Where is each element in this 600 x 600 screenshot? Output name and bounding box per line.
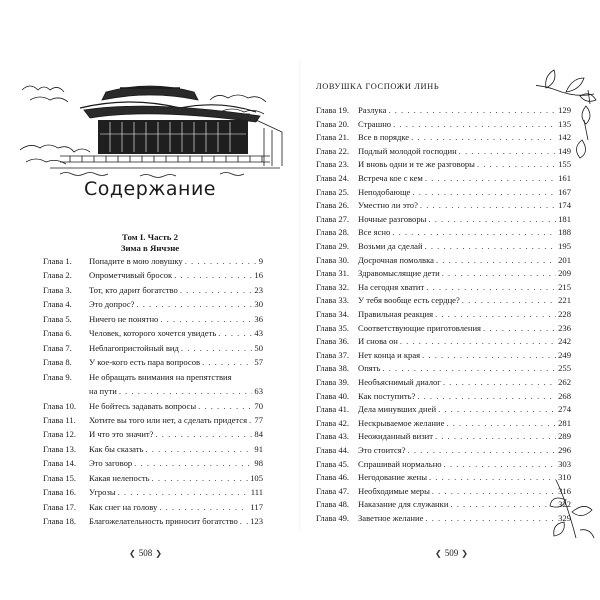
chapter-title: Неожиданный визит — [358, 431, 433, 442]
toc-entry — [43, 400, 263, 412]
toc-entry — [316, 172, 571, 184]
leader-dots — [240, 515, 248, 527]
chapter-title: Тот, кто дарит богатство — [89, 284, 178, 295]
toc-entry — [43, 327, 263, 339]
toc-entry — [43, 371, 263, 383]
chapter-number: Глава 34. — [316, 309, 350, 319]
toc-entry — [316, 444, 571, 456]
chapter-title: Как поступить? — [358, 390, 416, 401]
toc-entry — [316, 226, 571, 238]
chapter-number: Глава 8. — [43, 357, 72, 368]
chapter-number: Глава 19. — [316, 105, 350, 115]
page-number-right — [435, 548, 468, 558]
leader-dots — [411, 131, 556, 143]
chapter-title: Соответствующие приготовления — [358, 322, 482, 333]
leader-dots — [429, 471, 556, 483]
chapter-number: Глава 44. — [316, 445, 350, 455]
chapter-title: Встреча кое с кем — [358, 173, 423, 183]
toc-entry — [316, 118, 571, 130]
chapter-number: Глава 7. — [43, 342, 72, 353]
toc-entry — [43, 472, 263, 484]
folio-ornament-icon: ❯ — [461, 548, 468, 558]
chapter-number: Глава 17. — [43, 501, 77, 512]
chapter-title: Угрозы — [89, 487, 116, 498]
chapter-page-number: 91 — [254, 443, 263, 454]
chapter-title: Разлука — [358, 105, 387, 115]
chapter-number: Глава 41. — [316, 404, 350, 415]
running-head: ЛОВУШКА ГОСПОЖИ ЛИНЬ — [316, 82, 440, 91]
chapter-number: Глава 46. — [316, 472, 350, 483]
leader-dots — [443, 376, 556, 388]
leader-dots — [483, 322, 556, 334]
chapter-page-number: 167 — [558, 186, 571, 197]
chapter-title: Наказание для служанки — [358, 499, 449, 510]
toc-entry — [43, 457, 263, 469]
toc-entry — [43, 486, 263, 498]
chapter-title: Уместно ли это? — [358, 200, 418, 211]
chapter-page-number: 310 — [558, 472, 571, 483]
chapter-number: Глава 21. — [316, 132, 350, 143]
chapter-number: Глава 37. — [316, 349, 350, 360]
leader-dots — [249, 414, 252, 426]
chapter-title: Негодование жены — [358, 472, 427, 483]
chapter-title: Как бы сказать — [89, 443, 144, 454]
toc-entry — [316, 199, 571, 211]
chapter-number: Глава 49. — [316, 513, 350, 523]
toc-entry — [43, 269, 263, 281]
chapter-title: Возьми да сделай — [358, 241, 423, 251]
toc-entry — [43, 313, 263, 325]
toc-entry — [316, 485, 571, 497]
toc-entry — [316, 281, 571, 293]
chapter-page-number: 281 — [558, 417, 571, 428]
chapter-number: Глава 33. — [316, 295, 350, 306]
chapter-number: Глава 5. — [43, 313, 72, 324]
chapter-number: Глава 48. — [316, 499, 350, 510]
chapter-page-number: 84 — [254, 429, 263, 440]
chapter-number: Глава 22. — [316, 145, 350, 156]
leader-dots — [145, 443, 252, 455]
toc-entry — [43, 356, 263, 368]
chapter-page-number: 63 — [254, 386, 263, 397]
toc-entry — [43, 414, 263, 426]
leader-dots — [174, 269, 252, 281]
chapter-page-number: 181 — [558, 213, 571, 224]
chapter-title: Ночные разговоры — [358, 213, 427, 224]
chapter-number: Глава 26. — [316, 200, 350, 211]
volume-label: Том I. Часть 2 — [121, 232, 179, 242]
chapter-page-number: 135 — [558, 118, 571, 129]
chapter-page-number: 16 — [254, 270, 263, 281]
leader-dots — [435, 308, 556, 320]
chapter-title: Все ясно — [358, 227, 391, 238]
chapter-title: Страшно — [358, 118, 392, 129]
leader-dots — [118, 486, 249, 498]
leader-dots — [462, 294, 556, 306]
leader-dots — [160, 313, 252, 325]
chapter-number: Глава 15. — [43, 472, 77, 483]
chapter-number: Глава 30. — [316, 254, 350, 265]
leader-dots — [438, 403, 556, 415]
chapter-number: Глава 14. — [43, 458, 77, 469]
chapter-page-number: 129 — [558, 105, 571, 115]
chapter-number: Глава 47. — [316, 485, 350, 496]
toc-entry — [316, 240, 571, 252]
chapter-page-number: 174 — [558, 200, 571, 211]
chapter-page-number: 188 — [558, 227, 571, 238]
chapter-page-number: 268 — [558, 390, 571, 401]
chapter-title: Это стоится? — [358, 445, 406, 455]
chapter-page-number: 9 — [258, 256, 263, 266]
chapter-title: Неподобающе — [358, 186, 411, 197]
chapter-title: Необъяснимый диалог — [358, 377, 441, 387]
chapter-title: Это заговор — [89, 458, 133, 469]
chapter-page-number: 249 — [558, 349, 571, 360]
toc-entry — [43, 443, 263, 455]
chapter-title: Хотите вы того или нет, а сделать придется — [89, 414, 248, 425]
chapter-title: Нескрываемое желание — [358, 417, 445, 428]
chapter-title: на пути — [89, 386, 117, 397]
leader-dots — [422, 349, 556, 361]
chapter-page-number: 322 — [558, 499, 571, 510]
leader-dots — [136, 298, 252, 310]
chapter-number: Глава 39. — [316, 377, 350, 387]
chapter-number: Глава 35. — [316, 322, 350, 333]
chapter-page-number: 98 — [254, 458, 263, 469]
chapter-number: Глава 9. — [43, 371, 72, 382]
chapter-page-number: 242 — [558, 336, 571, 347]
chapter-page-number: 296 — [558, 445, 571, 455]
right-page — [300, 0, 600, 600]
chapter-title: На сегодня хватит — [358, 281, 425, 292]
chapter-page-number: 155 — [558, 159, 571, 170]
page-number-left — [129, 548, 162, 558]
page-number-text: 508 — [138, 548, 153, 558]
chapter-number: Глава 2. — [43, 270, 72, 281]
leader-dots — [425, 512, 556, 524]
chapter-title: Спрашивай нормально — [358, 458, 442, 469]
chapter-page-number: 111 — [250, 487, 263, 498]
chapter-title: Человек, которого хочется увидеть — [89, 328, 217, 339]
chapter-number: Глава 42. — [316, 417, 350, 428]
chapter-number: Глава 4. — [43, 299, 72, 310]
leader-dots — [180, 284, 253, 296]
chapter-number: Глава 28. — [316, 227, 350, 238]
chapter-page-number: 23 — [254, 284, 263, 295]
leader-dots — [425, 240, 557, 252]
chapter-title: Неблагопристойный вид — [89, 342, 179, 353]
leader-dots — [442, 267, 556, 279]
chapter-number: Глава 24. — [316, 173, 350, 183]
chapter-page-number: 221 — [558, 295, 571, 306]
part-title: Зима в Янчэне — [120, 243, 180, 253]
chapter-page-number: 255 — [558, 363, 571, 374]
leader-dots — [392, 226, 556, 238]
leader-dots — [185, 255, 257, 267]
chapter-page-number: 236 — [558, 322, 571, 333]
chapter-page-number: 149 — [558, 145, 571, 156]
chapter-title: И вновь одни и те же разговоры — [358, 159, 475, 170]
folio-ornament-icon: ❮ — [435, 548, 442, 558]
chapter-title: Как снег на голову — [89, 501, 158, 512]
toc-entry — [316, 158, 571, 170]
toc-entry — [316, 308, 571, 320]
chapter-page-number: 228 — [558, 309, 571, 319]
toc-entry — [316, 186, 571, 198]
toc-entry — [316, 267, 571, 279]
leader-dots — [159, 501, 248, 513]
chapter-title: Ничего не понятно — [89, 313, 159, 324]
chapter-title: И снова он — [358, 336, 398, 347]
chapter-title: Благожелательность приносит богатство — [89, 516, 238, 527]
leader-dots — [202, 356, 252, 368]
leader-dots — [450, 498, 556, 510]
chapter-number: Глава 11. — [43, 414, 76, 425]
chapter-title: Не бойтесь задавать вопросы — [89, 400, 197, 411]
toc-entry — [316, 104, 571, 116]
toc-entry — [316, 322, 571, 334]
leader-dots — [156, 428, 253, 440]
chapter-page-number: 329 — [558, 513, 571, 523]
page-title: Содержание — [84, 178, 216, 200]
chapter-title: Подлый молодой господин — [358, 145, 457, 156]
leader-dots — [459, 145, 556, 157]
chapter-title: Нет конца и края — [358, 349, 421, 360]
leader-dots — [134, 457, 252, 469]
leader-dots — [444, 458, 557, 470]
toc-entry — [43, 284, 263, 296]
toc-entry — [316, 430, 571, 442]
chapter-page-number: 105 — [250, 472, 263, 483]
chapter-number: Глава 6. — [43, 328, 72, 339]
page-number-text: 509 — [444, 548, 459, 558]
leader-dots — [426, 281, 556, 293]
chapter-page-number: 50 — [254, 342, 263, 353]
chapter-page-number: 43 — [254, 328, 263, 339]
toc-entry — [316, 349, 571, 361]
toc-entry — [316, 294, 571, 306]
chapter-page-number: 274 — [558, 404, 571, 415]
chapter-number: Глава 31. — [316, 268, 350, 279]
chapter-title: Опять — [358, 363, 381, 374]
chapter-page-number: 142 — [558, 132, 571, 143]
chapter-title: Здравомыслящие дети — [358, 268, 440, 279]
toc-entry — [316, 254, 571, 266]
toc-entry — [316, 390, 571, 402]
toc-entry — [316, 362, 571, 374]
chapter-number: Глава 45. — [316, 458, 350, 469]
chapter-number: Глава 23. — [316, 159, 350, 170]
toc-entry — [43, 385, 263, 397]
leader-dots — [477, 158, 556, 170]
chapter-number: Глава 10. — [43, 400, 77, 411]
chapter-title: Не обращать внимания на препятствия — [89, 371, 232, 382]
leader-dots — [412, 186, 556, 198]
toc-entry — [316, 131, 571, 143]
toc-entry — [316, 145, 571, 157]
chapter-title: Все в порядке — [358, 132, 410, 143]
chapter-page-number: 77 — [254, 414, 263, 425]
chapter-page-number: 70 — [254, 400, 263, 411]
chapter-page-number: 161 — [558, 173, 571, 183]
toc-entry — [43, 255, 263, 267]
chapter-title: У кое-кого есть пара вопросов — [89, 357, 201, 368]
leader-dots — [152, 472, 249, 484]
chapter-number: Глава 32. — [316, 281, 350, 292]
toc-entry — [43, 342, 263, 354]
chapter-number: Глава 18. — [43, 516, 77, 527]
chapter-number: Глава 29. — [316, 241, 350, 251]
toc-entry — [43, 515, 263, 527]
leader-dots — [393, 118, 556, 130]
chapter-page-number: 195 — [558, 241, 571, 251]
chapter-number: Глава 27. — [316, 213, 350, 224]
chapter-page-number: 303 — [558, 458, 571, 469]
leader-dots — [198, 400, 252, 412]
chapter-number: Глава 25. — [316, 186, 350, 197]
chapter-page-number: 201 — [558, 254, 571, 265]
chapter-title: Попадите в мою ловушку — [89, 256, 183, 266]
leader-dots — [181, 342, 253, 354]
chapter-page-number: 262 — [558, 377, 571, 387]
chapter-number: Глава 13. — [43, 443, 77, 454]
chapter-title: И что это значит? — [89, 429, 154, 440]
chapter-title: У тебя вообще есть сердце? — [358, 295, 460, 306]
chapter-page-number: 209 — [558, 268, 571, 279]
toc-entry — [316, 335, 571, 347]
chapter-page-number: 30 — [254, 299, 263, 310]
leader-dots — [218, 327, 252, 339]
chapter-number: Глава 3. — [43, 284, 72, 295]
chapter-number: Глава 40. — [316, 390, 350, 401]
leader-dots — [435, 430, 556, 442]
toc-entry — [316, 213, 571, 225]
leader-dots — [436, 254, 556, 266]
chapter-title: Необходимые меры — [358, 485, 430, 496]
leader-dots — [408, 444, 557, 456]
toc-entry — [316, 376, 571, 388]
chapter-number: Глава 1. — [43, 256, 72, 266]
leader-dots — [417, 390, 556, 402]
toc-entry — [43, 428, 263, 440]
leader-dots — [428, 213, 556, 225]
leader-dots — [432, 485, 556, 497]
pavilion-illustration — [20, 70, 288, 188]
leader-dots — [119, 385, 253, 397]
chapter-title: Дела минувших дней — [358, 404, 437, 415]
chapter-title: Опрометчивый бросок — [89, 270, 173, 281]
toc-entry — [316, 498, 571, 510]
toc-entry — [316, 403, 571, 415]
chapter-page-number: 289 — [558, 431, 571, 442]
chapter-title: Досрочная помолвка — [358, 254, 434, 265]
folio-ornament-icon: ❯ — [155, 548, 162, 558]
chapter-page-number: 316 — [558, 485, 571, 496]
toc-entry — [43, 501, 263, 513]
chapter-page-number: 215 — [558, 281, 571, 292]
chapter-number: Глава 36. — [316, 336, 350, 347]
leader-dots — [446, 417, 556, 429]
chapter-page-number: 36 — [254, 313, 263, 324]
toc-entry — [316, 417, 571, 429]
chapter-title: Это допрос? — [89, 299, 135, 310]
leader-dots — [400, 335, 556, 347]
leader-dots — [425, 172, 556, 184]
chapter-number: Глава 20. — [316, 118, 350, 129]
leader-dots — [382, 362, 556, 374]
chapter-number: Глава 16. — [43, 487, 77, 498]
toc-entry — [316, 512, 571, 524]
chapter-number: Глава 12. — [43, 429, 77, 440]
chapter-page-number: 57 — [254, 357, 263, 368]
chapter-page-number: 117 — [250, 501, 263, 512]
chapter-number: Глава 38. — [316, 363, 350, 374]
chapter-page-number: 123 — [250, 516, 263, 527]
leader-dots — [420, 199, 556, 211]
toc-entry — [316, 458, 571, 470]
chapter-title: Заветное желание — [358, 513, 424, 523]
chapter-title: Правильная реакция — [358, 309, 434, 319]
toc-entry — [316, 471, 571, 483]
part-heading — [0, 232, 300, 254]
toc-entry — [43, 298, 263, 310]
chapter-number: Глава 43. — [316, 431, 350, 442]
leader-dots — [388, 104, 556, 116]
folio-ornament-icon: ❮ — [129, 548, 136, 558]
chapter-title: Какая нелепость — [89, 472, 150, 483]
